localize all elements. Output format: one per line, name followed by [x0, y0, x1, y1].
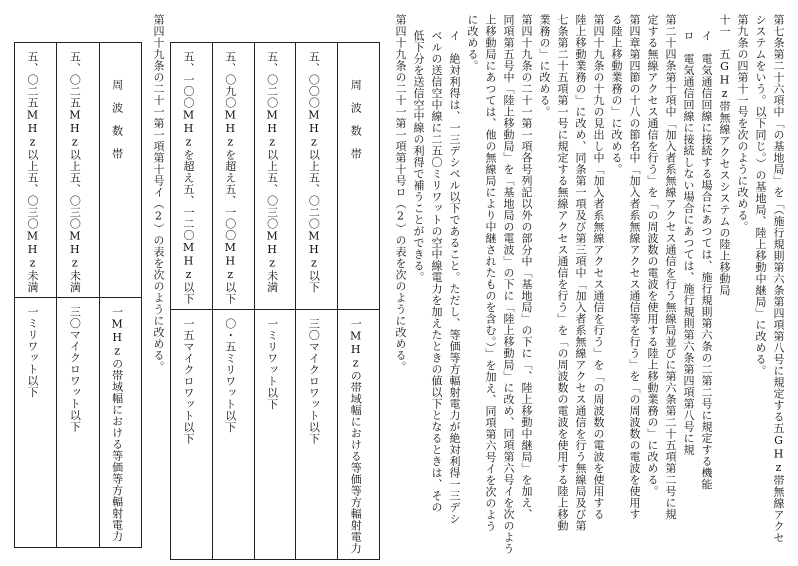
table-row	[57, 43, 99, 298]
text-column: 低下分を送信空中線の利得で補うことができる。	[412, 30, 425, 283]
text-column: 第九条の四第十一号を次のように改める。	[736, 14, 749, 233]
table-cell: 一ミリワット以下	[265, 317, 279, 410]
text-column: イ 絶対利得は、一三デシベル以下であること。ただし、等価等方輻射電力が絶対利得一三デシ	[448, 30, 461, 525]
table-cell: 三〇マイクロワット以下	[307, 317, 321, 444]
text-column: システムをいう。以下同じ。）の基地局、陸上移動中継局」に改める。	[754, 14, 767, 377]
column-header-frequency: 周 波 数 帯	[349, 79, 363, 160]
text-column: 第四十九条の二十一第一項第十号ロ（2）の表を次のように改める。	[394, 14, 407, 373]
text-column: 第二十四条第十項中「加入者系無線アクセス通信を行う無線局並びに第六条第二十五項第二号に規	[664, 14, 677, 520]
table-cell: 一ミリワット以下	[26, 306, 39, 398]
text-column: 七条第二十五項第一号に規定する無線アクセス通信を行う」を「の周波数の電波を使用する陸上移動	[556, 14, 569, 532]
table-cell: 〇・五ミリワット以下	[223, 317, 237, 433]
table-cell: 五、〇二〇MHz以上五、〇三〇MHz未満	[265, 51, 279, 293]
frequency-table-right	[170, 42, 380, 560]
table-cell: 五、〇〇〇MHz以上五、〇二〇MHz以下	[307, 51, 321, 293]
table-cell: 一五マイクロワット以下	[182, 317, 195, 444]
table-header	[99, 43, 141, 298]
text-column: 上移動局にあつては、他の無線局により中継されたものを含む。）」を加え、同項第六号イを次のよう	[484, 14, 497, 532]
table-cell: 五、〇二五MHz以上五、〇三〇MHz未満	[68, 51, 82, 293]
text-column: 第四章第四節の十八の節名中「加入者系無線アクセス通信等を行う」を「の周波数の電波を使用す	[628, 14, 641, 520]
text-column: イ 電気通信回線に接続する場合にあつては、施行規則第六条の二第二号に規定する機能	[700, 30, 713, 490]
text-column: 陸上移動業務の」に改め、同条第一項及び第三項中「加入者系無線アクセス通信を行う無線局及び第	[574, 14, 587, 532]
table-cell: 五、一〇〇MHzを超え五、一二〇MHz以下	[182, 51, 195, 305]
text-column: ベルの送信空中線に二五〇ミリワットの空中線電力を加えたときの値以下となるときは、その	[430, 30, 443, 513]
text-column: 業務の」に改める。	[538, 14, 551, 118]
text-column: ロ 電気通信回線に接続しない場合にあつては、施行規則第六条第四項第八号に規	[682, 30, 695, 456]
text-column: 同項第五号中「陸上移動局」を「基地局の電波」の下に「陸上移動局」に改め、同項第六号イを次のよう	[502, 14, 515, 555]
text-column: 定する無線アクセス通信を行う」を「の周波数の電波を使用する陸上移動業務の」に改める。	[646, 14, 659, 497]
text-column: 第四十九条の十九の見出し中「加入者系無線アクセス通信を行う」を「の周波数の電波を使用する	[592, 14, 605, 520]
table-row	[171, 43, 213, 310]
table-cell: 三〇マイクロワット以下	[68, 306, 82, 433]
column-header-power: 一MHzの帯域幅における等価等方輻射電力	[110, 306, 124, 542]
table-row	[254, 43, 296, 310]
column-header-frequency: 周 波 数 帯	[110, 79, 124, 160]
table-cell: 五、〇九〇MHzを超え五、一〇〇MHz以下	[223, 51, 237, 305]
text-column: 第四十九条の二十一第一項第十号イ（2）の表を次のように改める。	[152, 14, 165, 373]
text-column: る陸上移動業務の」に改める。	[610, 14, 623, 175]
table-row	[296, 43, 338, 310]
text-column: 第四十九条の二十一第一項各号列記以外の部分中「基地局」の下に「、陸上移動中継局」を加え、	[520, 14, 533, 520]
table-row	[212, 43, 254, 310]
text-column: 十一 五GHz帯無線アクセスシステムの陸上移動局	[718, 14, 731, 296]
text-column: 第七条第二十六項中「の基地局」を「（施行規則第六条第四項第八号に規定する五GHz帯無線アクセ	[772, 14, 785, 544]
table-header	[338, 43, 380, 310]
column-header-power: 一MHzの帯域幅における等価等方輻射電力	[349, 317, 363, 554]
frequency-table-left	[14, 42, 142, 548]
text-column: に改める。	[466, 14, 479, 72]
table-row	[15, 43, 57, 298]
table-cell: 五、〇二五MHz以上五、〇三〇MHz未満	[26, 51, 39, 293]
